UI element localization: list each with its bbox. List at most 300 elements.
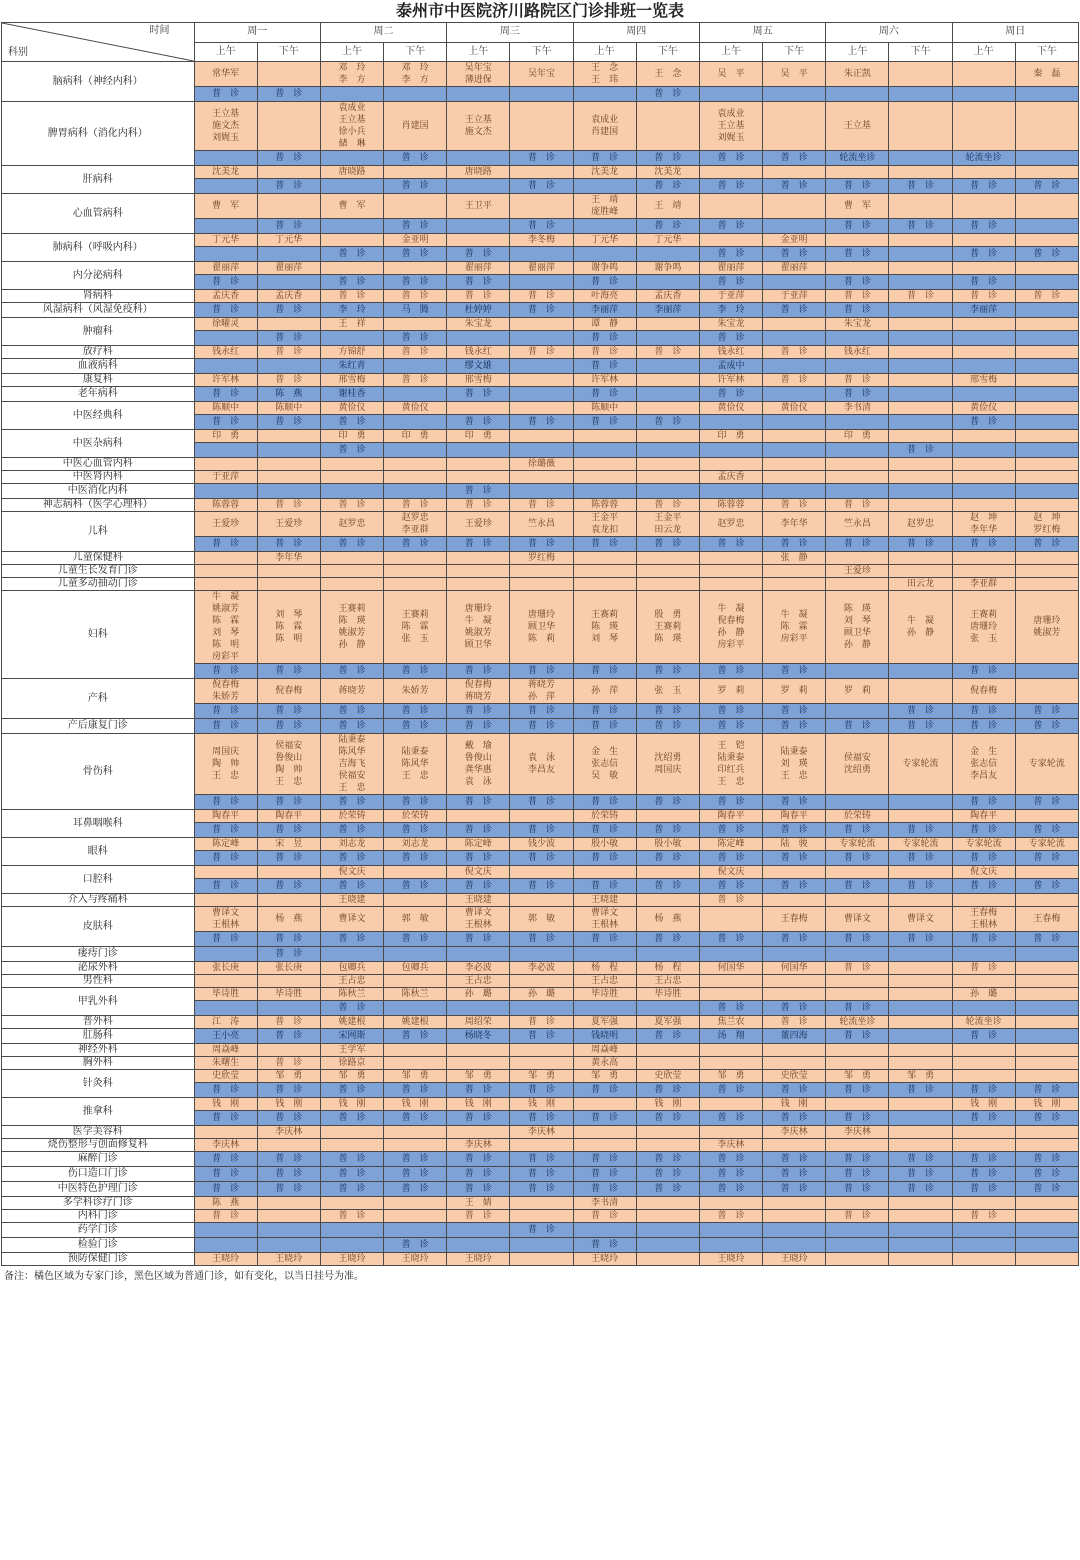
general-slot: [447, 932, 510, 947]
general-slot: [889, 932, 952, 947]
slot-text: 普 诊: [591, 1184, 619, 1194]
general-slot: [573, 87, 636, 102]
slot-text: 普 诊: [843, 721, 871, 731]
department-name: 瘘痔门诊: [2, 947, 195, 962]
expert-slot: [952, 471, 1015, 484]
slot-text: 普 诊: [1033, 721, 1061, 731]
slot-text: 邢雪梅: [970, 375, 998, 385]
expert-slot: [636, 810, 699, 823]
slot-text: 金 生 张志信 李昌友: [970, 747, 998, 781]
slot-text: 倪春梅 蒋晓芳: [464, 680, 492, 702]
expert-slot: [952, 234, 1015, 247]
department-name: 放疗科: [2, 346, 195, 359]
slot-text: 普 诊: [843, 249, 871, 259]
slot-text: 普 诊: [970, 277, 998, 287]
slot-text: 邹 勇: [401, 1071, 429, 1081]
slot-text: 普 诊: [907, 934, 935, 944]
slot-text: 袁成业 王立基 徐小兵 储 琳: [338, 103, 366, 149]
slot-text: 普 诊: [717, 797, 745, 807]
slot-text: 王 婧: [464, 1198, 492, 1208]
general-slot: [699, 851, 762, 866]
slot-text: 方锦舒: [338, 347, 366, 357]
table-row: [2, 578, 1079, 591]
general-slot: [573, 359, 636, 374]
expert-slot: [889, 1197, 952, 1210]
department-name: 老年病科: [2, 387, 195, 402]
general-slot: [826, 179, 889, 194]
general-slot: [889, 443, 952, 458]
general-slot: [636, 387, 699, 402]
general-slot: [699, 795, 762, 810]
table-row: [2, 234, 1079, 247]
general-slot: [889, 1001, 952, 1016]
expert-slot: [194, 907, 257, 932]
slot-text: 普 诊: [970, 853, 998, 863]
slot-text: 郭 敏: [401, 914, 429, 924]
expert-slot: [384, 1016, 447, 1029]
expert-slot: [447, 962, 510, 975]
general-slot: [699, 823, 762, 838]
slot-text: 黄俭仪: [338, 403, 366, 413]
slot-text: 普 诊: [780, 825, 808, 835]
general-slot: [510, 303, 573, 318]
expert-slot: [320, 565, 383, 578]
general-slot: [257, 1182, 320, 1197]
general-slot: [763, 1152, 826, 1167]
department-name: 脾胃病科（消化内科）: [2, 102, 195, 166]
expert-slot: [826, 1070, 889, 1083]
slot-text: 普 诊: [401, 500, 429, 510]
general-slot: [194, 664, 257, 679]
table-row: [2, 359, 1079, 374]
general-slot: [447, 851, 510, 866]
expert-slot: [826, 430, 889, 443]
slot-text: 普 诊: [527, 1031, 555, 1041]
expert-slot: [573, 810, 636, 823]
slot-text: 普 诊: [275, 89, 303, 99]
slot-text: 朱曙生: [212, 1058, 240, 1068]
department-name: 产后康复门诊: [2, 719, 195, 734]
slot-text: 孟庆香: [654, 291, 682, 301]
expert-slot: [573, 430, 636, 443]
expert-slot: [952, 810, 1015, 823]
slot-text: 竺永昌: [527, 519, 555, 529]
slot-text: 普 诊: [1033, 881, 1061, 891]
slot-text: 普 诊: [843, 389, 871, 399]
slot-text: 普 诊: [1033, 539, 1061, 549]
general-slot: [384, 484, 447, 499]
slot-text: 吴年宝: [527, 69, 555, 79]
expert-slot: [194, 734, 257, 795]
general-slot: [510, 87, 573, 102]
expert-slot: [447, 430, 510, 443]
slot-text: 普 诊: [1033, 825, 1061, 835]
expert-slot: [889, 1044, 952, 1057]
slot-text: 普 诊: [970, 1113, 998, 1123]
slot-text: 普 诊: [970, 1154, 998, 1164]
general-slot: [384, 1001, 447, 1016]
slot-text: 普 诊: [654, 1184, 682, 1194]
expert-slot: [257, 102, 320, 151]
general-slot: [1015, 275, 1078, 290]
expert-slot: [257, 318, 320, 331]
expert-slot: [510, 102, 573, 151]
slot-text: 普 诊: [401, 333, 429, 343]
slot-text: 陈顺中: [212, 403, 240, 413]
expert-slot: [573, 734, 636, 795]
slot-text: 李丽萍: [970, 305, 998, 315]
slot-text: 曹译文: [338, 914, 366, 924]
slot-text: 普 诊: [212, 825, 240, 835]
expert-slot: [826, 810, 889, 823]
expert-slot: [510, 552, 573, 565]
expert-slot: [763, 679, 826, 704]
expert-slot: [384, 552, 447, 565]
slot-text: 李庆林: [275, 1127, 303, 1137]
slot-text: 王晓玲: [780, 1254, 808, 1264]
general-slot: [194, 1182, 257, 1197]
general-slot: [636, 359, 699, 374]
slot-text: 孟庆香: [717, 472, 745, 482]
slot-text: 王赛莉 陈 瑛 姚淑芳 孙 静: [338, 604, 366, 650]
general-slot: [952, 947, 1015, 962]
expert-slot: [194, 166, 257, 179]
table-row: [2, 962, 1079, 975]
department-name: 胸外科: [2, 1057, 195, 1070]
expert-slot: [889, 578, 952, 591]
slot-text: 刘志龙: [401, 839, 429, 849]
expert-slot: [573, 318, 636, 331]
general-slot: [1015, 932, 1078, 947]
expert-slot: [257, 1210, 320, 1223]
corner-cell: [2, 23, 195, 62]
slot-text: 王金平 田云龙: [654, 513, 682, 535]
slot-text: 杨 程: [591, 963, 619, 973]
general-slot: [1015, 331, 1078, 346]
department-name: 儿科: [2, 512, 195, 552]
expert-slot: [573, 471, 636, 484]
general-slot: [889, 719, 952, 734]
expert-slot: [636, 458, 699, 471]
slot-text: 倪文庆: [717, 867, 745, 877]
expert-slot: [447, 166, 510, 179]
expert-slot: [194, 1197, 257, 1210]
expert-slot: [573, 1070, 636, 1083]
expert-slot: [320, 1057, 383, 1070]
expert-slot: [889, 166, 952, 179]
general-slot: [447, 1083, 510, 1098]
general-slot: [257, 359, 320, 374]
table-row: [2, 947, 1079, 962]
day-header-sun: 周日: [952, 23, 1078, 43]
slot-text: 普 诊: [401, 277, 429, 287]
general-slot: [510, 664, 573, 679]
table-row: [2, 894, 1079, 907]
general-slot: [384, 1083, 447, 1098]
expert-slot: [320, 430, 383, 443]
expert-slot: [826, 1016, 889, 1029]
slot-text: 普 诊: [275, 666, 303, 676]
general-slot: [826, 1111, 889, 1126]
general-slot: [889, 484, 952, 499]
expert-slot: [257, 552, 320, 565]
general-slot: [763, 664, 826, 679]
expert-slot: [826, 374, 889, 387]
slot-text: 普 诊: [591, 347, 619, 357]
slot-text: 普 诊: [275, 539, 303, 549]
slot-text: 陈定峰: [212, 839, 240, 849]
expert-slot: [257, 810, 320, 823]
expert-slot: [447, 838, 510, 851]
expert-slot: [636, 838, 699, 851]
general-slot: [763, 947, 826, 962]
expert-slot: [636, 975, 699, 988]
slot-text: 丁元华: [275, 235, 303, 245]
general-slot: [889, 331, 952, 346]
expert-slot: [636, 565, 699, 578]
table-row: [2, 679, 1079, 704]
expert-slot: [320, 838, 383, 851]
department-name: 检验门诊: [2, 1238, 195, 1253]
general-slot: [194, 303, 257, 318]
general-slot: [889, 87, 952, 102]
expert-slot: [889, 679, 952, 704]
expert-slot: [889, 290, 952, 303]
expert-slot: [257, 290, 320, 303]
expert-slot: [257, 1057, 320, 1070]
slot-text: 普 诊: [717, 1169, 745, 1179]
expert-slot: [1015, 262, 1078, 275]
expert-slot: [573, 1210, 636, 1223]
slot-text: 倪文庆: [970, 867, 998, 877]
general-slot: [257, 947, 320, 962]
slot-text: 邹 勇: [843, 1071, 871, 1081]
slot-text: 普 诊: [275, 1058, 303, 1068]
slot-text: 罗红梅: [527, 553, 555, 563]
slot-text: 普 诊: [907, 881, 935, 891]
general-slot: [573, 704, 636, 719]
expert-slot: [1015, 430, 1078, 443]
general-slot: [826, 303, 889, 318]
expert-slot: [320, 552, 383, 565]
slot-text: 谢争鸣: [591, 263, 619, 273]
slot-text: 普 诊: [907, 1085, 935, 1095]
expert-slot: [699, 499, 762, 512]
expert-slot: [257, 1253, 320, 1266]
table-row: [2, 166, 1079, 179]
slot-text: 何国华: [780, 963, 808, 973]
expert-slot: [384, 1197, 447, 1210]
slot-text: 毕诗胜: [591, 989, 619, 999]
slot-text: 王爱珍: [212, 519, 240, 529]
slot-text: 普 诊: [338, 1169, 366, 1179]
general-slot: [952, 1029, 1015, 1044]
department-name: 中医消化内科: [2, 484, 195, 499]
slot-text: 王 靖 庞胜峰: [591, 195, 619, 217]
expert-slot: [447, 734, 510, 795]
slot-text: 李庆林: [717, 1140, 745, 1150]
general-slot: [194, 879, 257, 894]
slot-text: 郭 敏: [527, 914, 555, 924]
expert-slot: [826, 907, 889, 932]
slot-text: 普 诊: [401, 825, 429, 835]
general-slot: [952, 415, 1015, 430]
expert-slot: [826, 962, 889, 975]
slot-text: 普 诊: [401, 153, 429, 163]
general-slot: [636, 1238, 699, 1253]
slot-text: 普 诊: [654, 853, 682, 863]
general-slot: [826, 537, 889, 552]
expert-slot: [447, 402, 510, 415]
expert-slot: [573, 402, 636, 415]
table-row: [2, 262, 1079, 275]
expert-slot: [636, 1210, 699, 1223]
expert-slot: [384, 1098, 447, 1111]
slot-text: 孟成中: [717, 361, 745, 371]
general-slot: [952, 851, 1015, 866]
slot-text: 陆秉泰 刘 瑛 王 忠: [780, 747, 808, 781]
expert-slot: [1015, 402, 1078, 415]
expert-slot: [447, 894, 510, 907]
general-slot: [320, 704, 383, 719]
expert-slot: [1015, 512, 1078, 537]
general-slot: [384, 795, 447, 810]
general-slot: [636, 1152, 699, 1167]
slot-text: 普 诊: [212, 389, 240, 399]
general-slot: [573, 179, 636, 194]
expert-slot: [320, 166, 383, 179]
general-slot: [952, 1083, 1015, 1098]
expert-slot: [1015, 975, 1078, 988]
expert-slot: [194, 1126, 257, 1139]
slot-text: 谢桂香: [338, 389, 366, 399]
general-slot: [384, 179, 447, 194]
general-slot: [384, 1111, 447, 1126]
expert-slot: [763, 1098, 826, 1111]
general-slot: [194, 484, 257, 499]
expert-slot: [320, 102, 383, 151]
slot-text: 邹 勇: [275, 1071, 303, 1081]
general-slot: [320, 87, 383, 102]
expert-slot: [447, 458, 510, 471]
general-slot: [257, 704, 320, 719]
expert-slot: [889, 975, 952, 988]
expert-slot: [699, 318, 762, 331]
expert-slot: [573, 578, 636, 591]
expert-slot: [510, 290, 573, 303]
slot-text: 普 诊: [907, 445, 935, 455]
slot-text: 普 诊: [591, 825, 619, 835]
expert-slot: [447, 1070, 510, 1083]
expert-slot: [320, 894, 383, 907]
general-slot: [573, 219, 636, 234]
slot-text: 普 诊: [275, 221, 303, 231]
general-slot: [194, 1152, 257, 1167]
expert-slot: [320, 988, 383, 1001]
general-slot: [763, 537, 826, 552]
half-day-header-am: 上午: [826, 42, 889, 62]
slot-text: 普 诊: [275, 305, 303, 315]
expert-slot: [699, 894, 762, 907]
expert-slot: [763, 1139, 826, 1152]
expert-slot: [194, 346, 257, 359]
general-slot: [763, 275, 826, 290]
general-slot: [320, 947, 383, 962]
table-row: [2, 838, 1079, 851]
slot-text: 普 诊: [464, 1085, 492, 1095]
general-slot: [257, 275, 320, 290]
general-slot: [447, 219, 510, 234]
slot-text: 普 诊: [591, 539, 619, 549]
general-slot: [763, 1238, 826, 1253]
slot-text: 袁 泳 李昌友: [527, 753, 555, 775]
expert-slot: [889, 552, 952, 565]
expert-slot: [257, 679, 320, 704]
expert-slot: [763, 962, 826, 975]
slot-text: 缪文雄: [464, 361, 492, 371]
slot-text: 普 诊: [780, 375, 808, 385]
general-slot: [257, 247, 320, 262]
slot-text: 普 诊: [907, 853, 935, 863]
slot-text: 许军林: [717, 375, 745, 385]
slot-text: 普 诊: [780, 1184, 808, 1194]
general-slot: [699, 484, 762, 499]
expert-slot: [573, 1044, 636, 1057]
general-slot: [826, 1001, 889, 1016]
general-slot: [1015, 719, 1078, 734]
expert-slot: [384, 458, 447, 471]
expert-slot: [257, 962, 320, 975]
slot-text: 王学军: [338, 1045, 366, 1055]
department-name: 药学门诊: [2, 1223, 195, 1238]
day-header-wed: 周三: [447, 23, 573, 43]
general-slot: [510, 359, 573, 374]
half-day-header-am: 上午: [320, 42, 383, 62]
expert-slot: [889, 894, 952, 907]
slot-text: 普 诊: [275, 1154, 303, 1164]
slot-text: 普 诊: [717, 153, 745, 163]
general-slot: [889, 1182, 952, 1197]
table-row: [2, 387, 1079, 402]
expert-slot: [636, 907, 699, 932]
general-slot: [384, 537, 447, 552]
slot-text: 陈秋兰: [401, 989, 429, 999]
slot-text: 普 诊: [464, 291, 492, 301]
general-slot: [384, 219, 447, 234]
expert-slot: [320, 866, 383, 879]
general-slot: [257, 1001, 320, 1016]
slot-text: 印 勇: [338, 431, 366, 441]
slot-text: 李庆林: [527, 1127, 555, 1137]
department-name: 中医心血管内科: [2, 458, 195, 471]
general-slot: [952, 664, 1015, 679]
general-slot: [889, 1238, 952, 1253]
expert-slot: [384, 734, 447, 795]
expert-slot: [573, 679, 636, 704]
expert-slot: [763, 374, 826, 387]
slot-text: 普 诊: [907, 1154, 935, 1164]
expert-slot: [257, 838, 320, 851]
slot-text: 普 诊: [717, 1184, 745, 1194]
slot-text: 普 诊: [527, 291, 555, 301]
slot-text: 杜婷婷: [464, 305, 492, 315]
expert-slot: [194, 565, 257, 578]
slot-text: 普 诊: [717, 277, 745, 287]
slot-text: 普 诊: [338, 797, 366, 807]
expert-slot: [952, 975, 1015, 988]
slot-text: 普 诊: [780, 249, 808, 259]
general-slot: [510, 823, 573, 838]
